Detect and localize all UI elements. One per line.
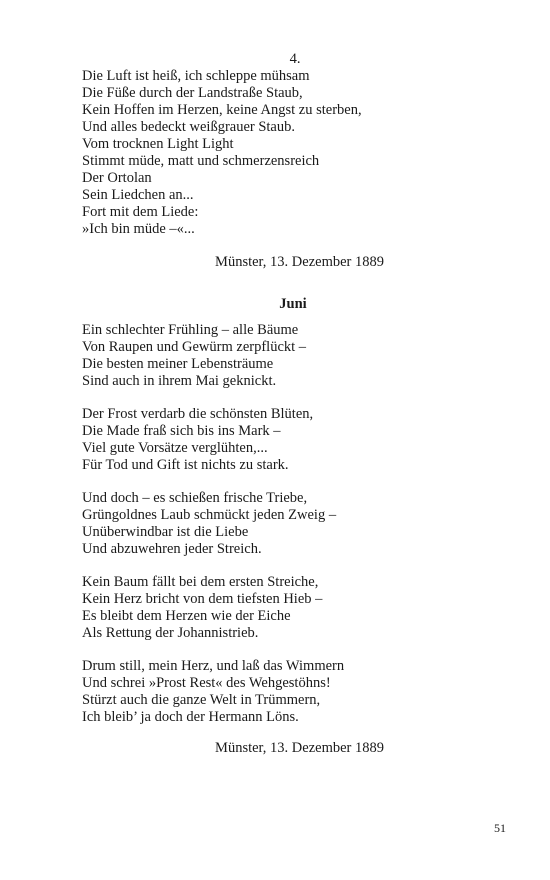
poem-line: Und alles bedeckt weißgrauer Staub. — [82, 119, 295, 135]
poem-line: Und abzuwehren jeder Streich. — [82, 541, 262, 557]
poem-line: Viel gute Vorsätze verglühten,... — [82, 440, 268, 456]
poem-line: Grüngoldnes Laub schmückt jeden Zweig – — [82, 507, 337, 523]
poem-line: Die Made fraß sich bis ins Mark – — [82, 423, 281, 439]
poem-line: Kein Herz bricht von dem tiefsten Hieb – — [82, 591, 323, 607]
poem-line: Für Tod und Gift ist nichts zu stark. — [82, 457, 289, 473]
poem-line: Als Rettung der Johannistrieb. — [82, 625, 259, 641]
poem-line: Und doch – es schießen frische Triebe, — [82, 490, 308, 506]
poem-line: Vom trocknen Light Light — [82, 136, 234, 152]
juni-stanza-5 — [82, 658, 462, 726]
poem-line: Stimmt müde, matt und schmerzensreich — [82, 153, 320, 169]
page-number: 51 — [494, 821, 506, 835]
poem-line: Der Ortolan — [82, 170, 152, 186]
juni-stanza-1 — [82, 322, 462, 390]
poem-line: Die Luft ist heiß, ich schleppe mühsam — [82, 68, 310, 84]
poem-line: Ein schlechter Frühling – alle Bäume — [82, 322, 299, 338]
poem-line: Es bleibt dem Herzen wie der Eiche — [82, 608, 291, 624]
juni-dateline: Münster, 13. Dezember 1889 — [215, 740, 384, 756]
poem-line: Sein Liedchen an... — [82, 187, 194, 203]
poem-line: Stürzt auch die ganze Welt in Trümmern, — [82, 692, 321, 708]
juni-stanza-2 — [82, 406, 462, 474]
poem-line: Kein Hoffen im Herzen, keine Angst zu sterben, — [82, 102, 362, 118]
poem-line: Und schrei »Prost Rest« des Wehgestöhns! — [82, 675, 331, 691]
poem-4-text — [82, 68, 462, 238]
poem-number: 4. — [289, 51, 301, 67]
poem-line: Von Raupen und Gewürm zerpflückt – — [82, 339, 307, 355]
poem-line: Unüberwindbar ist die Liebe — [82, 524, 249, 540]
poem-line: Die besten meiner Lebensträume — [82, 356, 274, 372]
juni-stanza-4 — [82, 574, 462, 642]
poem-4-dateline: Münster, 13. Dezember 1889 — [215, 254, 384, 270]
poem-title: Juni — [279, 296, 307, 312]
poem-line: Sind auch in ihrem Mai geknickt. — [82, 373, 277, 389]
poem-line: Fort mit dem Liede: — [82, 204, 199, 220]
poem-line: Drum still, mein Herz, und laß das Wimmern — [82, 658, 345, 674]
poem-line: Die Füße durch der Landstraße Staub, — [82, 85, 303, 101]
poem-line: Kein Baum fällt bei dem ersten Streiche, — [82, 574, 319, 590]
poem-line: »Ich bin müde –«... — [82, 221, 195, 237]
poem-line: Ich bleib’ ja doch der Hermann Löns. — [82, 709, 299, 725]
poem-line: Der Frost verdarb die schönsten Blüten, — [82, 406, 314, 422]
juni-stanza-3 — [82, 490, 462, 558]
